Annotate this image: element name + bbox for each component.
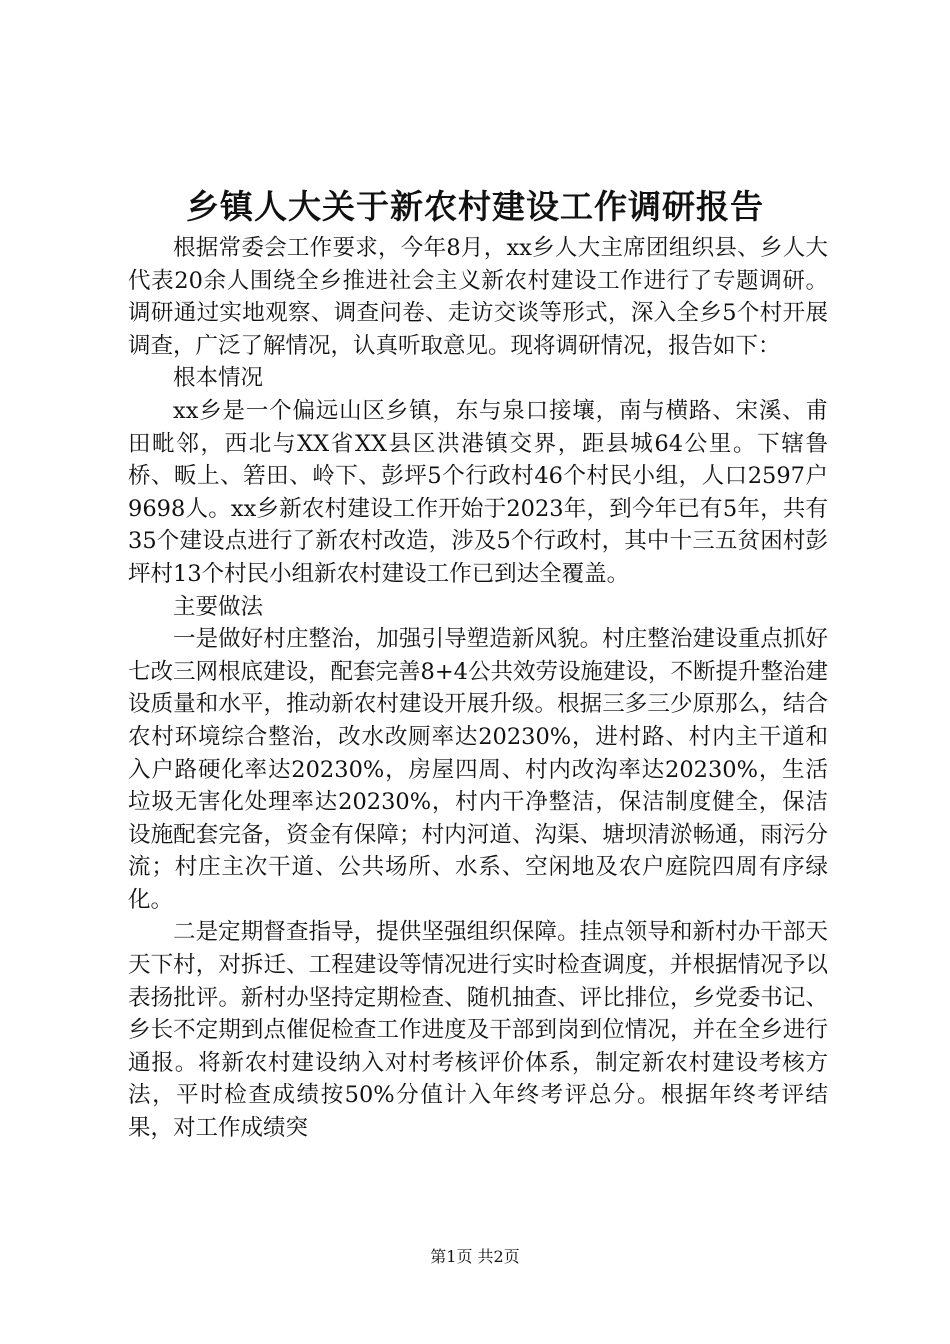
document-title: 乡镇人大关于新农村建设工作调研报告 (186, 187, 764, 226)
section-heading-basic-situation: 根本情况 (173, 365, 264, 392)
page-footer: 第1页 共2页 (430, 1247, 520, 1266)
paragraph-intro: 根据常委会工作要求，今年8月，xx乡人大主席团组织县、乡人大代表20余人围绕全乡推进社会主义新农村建设工作进行了专题调研。调研通过实地观察、调查问卷、走访交谈等形式，深入全乡5个村开展调查，广泛了解情况，认真听取意见。现将调研情况，报告如下： (128, 235, 828, 359)
document-body (128, 232, 828, 1145)
paragraph-practice-two: 二是定期督查指导，提供坚强组织保障。挂点领导和新村办干部天天下村，对拆迁、工程建设等情况进行实时检查调度，并根据情况予以表扬批评。新村办坚持定期检查、随机抽查、评比排位，乡党委书记、乡长不定期到点催促检查工作进度及干部到岗到位情况，并在全乡进行通报。将新农村建设纳入对村考核评价体系，制定新农村建设考核方法，平时检查成绩按50%分值计入年终考评总分。根据年终考评结果，对工作成绩突 (128, 919, 828, 1142)
section-heading-main-practices: 主要做法 (173, 593, 264, 620)
paragraph-practice-one: 一是做好村庄整治，加强引导塑造新风貌。村庄整治建设重点抓好七改三网根底建设，配套完善8+4公共效劳设施建设，不断提升整治建设质量和水平，推动新农村建设开展升级。根据三多三少原那么，结合农村环境综合整治，改水改厕率达20230%，进村路、村内主干道和入户路硬化率达20230%，房屋四周、村内改沟率达20230%，生活垃圾无害化处理率达20230%，村内干净整洁，保洁制度健全，保洁设施配套完备，资金有保障；村内河道、沟渠、塘坝清淤畅通，雨污分流；村庄主次干道、公共场所、水系、空闲地及农户庭院四周有序绿化。 (128, 626, 828, 913)
paragraph-basic-situation: xx乡是一个偏远山区乡镇，东与泉口接壤，南与横路、宋溪、甫田毗邻，西北与XX省XX县区洪港镇交界，距县城64公里。下辖鲁桥、畈上、箬田、岭下、彭坪5个行政村46个村民小组，人口2597户9698人。xx乡新农村建设工作开始于2023年，到今年已有5年，共有35个建设点进行了新农村改造，涉及5个行政村，其中十三五贫困村彭坪村13个村民小组新农村建设工作已到达全覆盖。 (128, 397, 828, 587)
